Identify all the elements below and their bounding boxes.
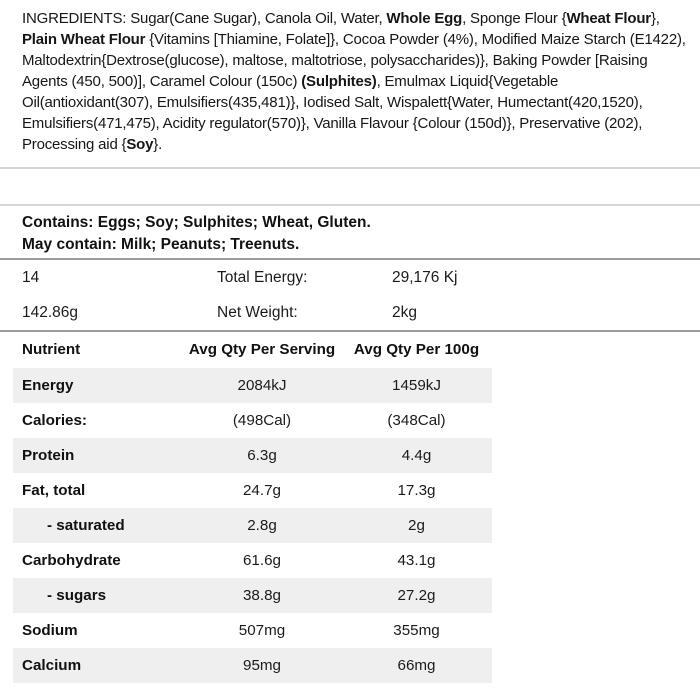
ingredients-segment: },	[650, 10, 660, 27]
per-100g-value: 27.2g	[397, 587, 436, 604]
per-serving-value: 2084kJ	[237, 377, 287, 394]
per-100g-value: 17.3g	[397, 482, 436, 499]
per-100g-value: 355mg	[393, 622, 440, 639]
divider-line	[0, 204, 700, 206]
per-100g-value: 2g	[408, 517, 425, 534]
nutrient-label: Energy	[22, 377, 74, 394]
servings-count: 14	[22, 268, 40, 286]
per-serving-value: 24.7g	[242, 482, 281, 499]
may-contain-statement: May contain: Milk; Peanuts; Treenuts.	[22, 236, 300, 253]
table-row-energy	[13, 368, 492, 403]
table-row-sodium	[13, 613, 492, 648]
per-100g-value: (348Cal)	[387, 412, 446, 429]
header-nutrient: Nutrient	[22, 341, 81, 358]
ingredients-segment: , Emulmax Liquid{Vegetable Oil(antioxidant(307), Emulsifiers(435,481)}, Iodised Salt, Wispalett{Water, Humectant(420,1520), Emulsifiers(471,475), Acidity regulator(570)}, Vanilla Flavour {Colour (150d)}, Preservative (202), Processing aid {	[22, 73, 643, 153]
ingredients-segment-bold: Plain Wheat Flour	[22, 31, 146, 48]
nutrient-label: Calcium	[22, 657, 82, 674]
serving-size: 142.86g	[22, 303, 79, 321]
nutrient-label: Sodium	[22, 622, 78, 639]
nutrient-label: Protein	[22, 447, 75, 464]
net-weight-label: Net Weight:	[217, 303, 298, 321]
allergen-statements	[22, 212, 371, 256]
per-serving-value: 507mg	[238, 622, 286, 639]
pack-info	[0, 260, 700, 330]
ingredients-segment-bold: (Sulphites)	[301, 73, 377, 90]
table-row-saturated-fat	[13, 508, 492, 543]
table-row-carbohydrate	[13, 543, 492, 578]
ingredients-segment: INGREDIENTS: Sugar(Cane Sugar), Canola Oil, Water,	[22, 10, 387, 27]
ingredients-segment-bold: Whole Egg	[386, 10, 463, 27]
net-weight-value: 2kg	[392, 303, 417, 321]
ingredients-segment-bold: Wheat Flour	[566, 10, 651, 27]
per-100g-value: 4.4g	[401, 447, 432, 464]
table-row-calcium	[13, 648, 492, 683]
ingredients-paragraph	[22, 8, 690, 155]
nutrient-label: - sugars	[47, 587, 107, 604]
nutrient-label: Carbohydrate	[22, 552, 121, 569]
total-energy-label: Total Energy:	[217, 268, 308, 286]
table-row-sugars	[13, 578, 492, 613]
header-per-serving: Avg Qty Per Serving	[188, 341, 336, 358]
per-100g-value: 1459kJ	[392, 377, 441, 394]
table-row-fat-total	[13, 473, 492, 508]
nutrition-table-header	[13, 331, 492, 368]
contains-statement: Contains: Eggs; Soy; Sulphites; Wheat, Gluten.	[22, 214, 371, 231]
per-serving-value: 6.3g	[247, 447, 277, 464]
table-row-calories	[13, 403, 492, 438]
ingredients-segment: , Sponge Flour {	[462, 10, 567, 27]
nutrition-table	[13, 331, 492, 683]
total-energy-value: 29,176 Kj	[392, 268, 458, 286]
per-serving-value: 2.8g	[247, 517, 277, 534]
divider-line	[0, 167, 700, 169]
nutrient-label: Fat, total	[22, 482, 86, 499]
per-serving-value: (498Cal)	[232, 412, 292, 429]
ingredients-segment: {Vitamins [Thiamine, Folate]}, Cocoa Powder (4%), Modified Maize Starch (E1422), Maltodextrin{Dextrose(glucose), maltose, maltotriose, polysaccharides)}, Baking Powder [Raising Agents (450, 500)], Caramel Colour (150c)	[22, 31, 686, 90]
pack-info-row	[0, 295, 700, 330]
nutrient-label: - saturated	[47, 517, 125, 534]
per-100g-value: 43.1g	[397, 552, 436, 569]
ingredients-segment-bold: Soy	[126, 136, 154, 153]
pack-info-row	[0, 260, 700, 295]
table-row-protein	[13, 438, 492, 473]
per-serving-value: 38.8g	[242, 587, 281, 604]
ingredients-segment: }.	[153, 136, 163, 153]
nutrient-label: Calories:	[22, 412, 87, 429]
header-per-100g: Avg Qty Per 100g	[353, 341, 480, 358]
per-serving-value: 61.6g	[242, 552, 281, 569]
per-serving-value: 95mg	[243, 657, 281, 674]
per-100g-value: 66mg	[397, 657, 436, 674]
